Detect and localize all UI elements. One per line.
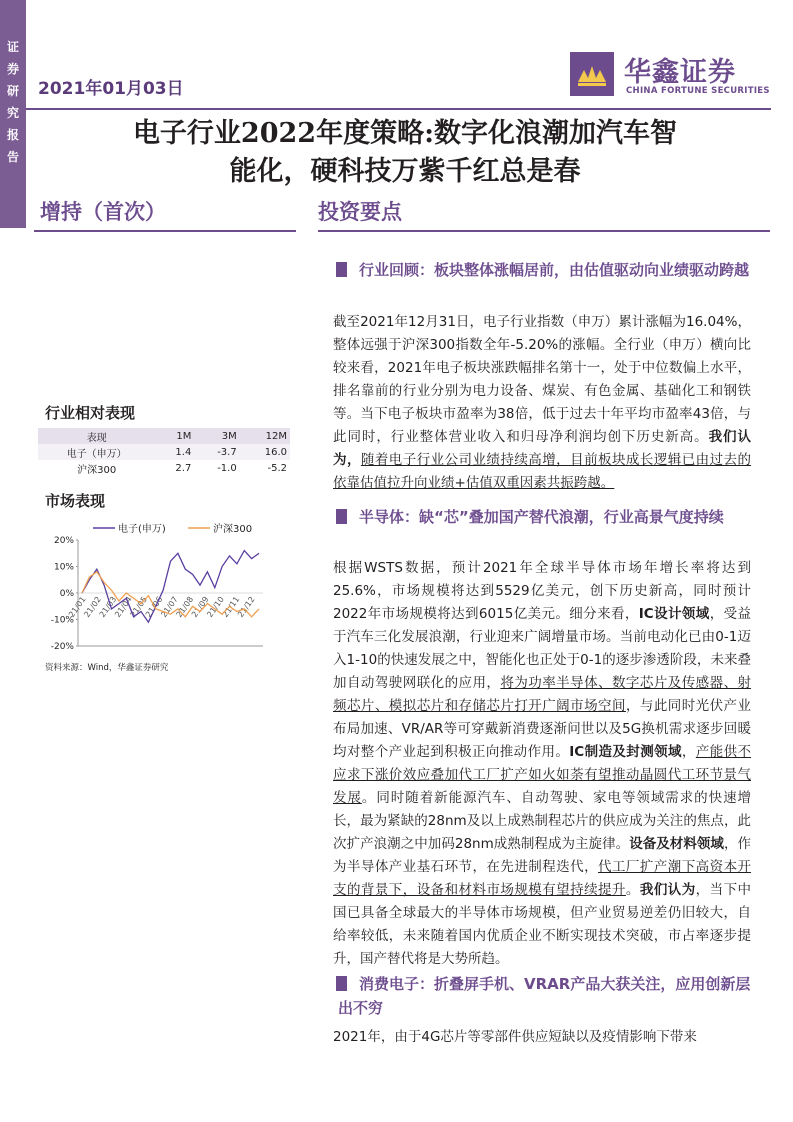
para-text: 。同时随着新能源汽车、自动驾驶、家电等领域需求的快速增长，最为紧缺的28nm及以上成熟制程芯片的供应成为关注的焦点，此次扩产浪潮之中加码28nm成熟制程成为主旋律。 [333, 790, 752, 852]
x-tick-label: 21/09 [189, 594, 211, 620]
side-strip [0, 0, 26, 228]
x-tick-label: 21/07 [159, 594, 180, 620]
para-bold: IC制造及封测领域 [569, 744, 682, 760]
table-cell: 16.0 [240, 444, 290, 460]
y-tick-label: 10% [53, 562, 74, 573]
chart-source: 资料来源：Wind，华鑫证券研究 [45, 663, 169, 673]
logo-icon [570, 52, 614, 96]
company-logo [570, 50, 770, 102]
title-line-1: 电子行业2022年度策略:数字化浪潮加汽车智 [132, 118, 678, 149]
table-header-cell: 12M [240, 428, 290, 444]
x-tick-label: 21/08 [174, 594, 196, 620]
right-divider [318, 230, 770, 232]
performance-table [38, 428, 290, 476]
section-title: 投资要点 [318, 200, 402, 224]
table-header-cell: 表现 [38, 428, 155, 444]
chart-svg [38, 512, 278, 658]
x-tick-label: 21/11 [220, 594, 242, 620]
para-underline: 随着电子行业公司业绩持续高增，目前板块成长逻辑已由过去的依靠估值拉升向业绩+估值双重因素共振跨越。 [333, 452, 752, 491]
x-tick-label: 21/03 [97, 594, 119, 620]
para-bold: 我们认为 [639, 882, 696, 898]
table-cell: 2.7 [155, 460, 194, 476]
heading-industry-review [338, 258, 753, 282]
para-text: ，当下中国已具备全球最大的半导体市场规模，但产业贸易逆差仍旧较大，自给率较低，未来随着国内优质企业不断实现技术突破，市占率逐步提升，国产替代将是大势所趋。 [333, 882, 752, 967]
table-header-row [38, 428, 290, 444]
logo-english: CHINA FORTUNE SECURITIES [626, 86, 770, 96]
table-cell: 电子（申万） [38, 444, 155, 460]
legend-label: 沪深300 [213, 524, 253, 535]
para-text: 截至2021年12月31日，电子行业指数（申万）累计涨幅为16.04%，整体远强于沪深300指数全年-5.20%的涨幅。全行业（申万）横向比较来看，2021年电子板块涨跌幅排名第十一，处于中位数偏上水平，排名靠前的行业分别为电力设备、煤炭、有色金属、基础化工和钢铁等。当下电子板块市盈率为38倍，低于过去十年平均市盈率43倍，与此同时，行业整体营业收入和归母净利润均创下历史新高。 [333, 314, 751, 445]
x-tick-label: 21/02 [82, 594, 104, 620]
table-cell: 1.4 [155, 444, 194, 460]
para-bold: 我们认为， [333, 429, 752, 468]
legend-label: 电子(申万) [118, 524, 166, 535]
para-bold: IC设计领域 [638, 606, 710, 622]
x-tick-label: 21/06 [143, 594, 165, 620]
heading-text: 半导体：缺“芯”叠加国产替代浪潮，行业高景气度持续 [359, 508, 724, 526]
para-text: ，受益于汽车三化发展浪潮，行业迎来广阔增量市场。当前电动化已由0-1迈入1-10的快速发展之中，智能化也正处于0-1的逐步渗透阶段，未来叠加自动驾驶网联化的应用， [333, 606, 751, 691]
para-text: 2021年，由于4G芯片等零部件供应短缺以及疫情影响下带来 [333, 1029, 697, 1045]
bullet-square-icon [336, 976, 347, 991]
sidebar-label: 证 券 研 究 报 告 [6, 40, 19, 164]
heading-text: 消费电子：折叠屏手机、VRAR产品大获关注，应用创新层出不穷 [338, 975, 751, 1017]
paragraph-industry-review [333, 311, 751, 495]
table-row [38, 444, 290, 460]
header-divider [26, 108, 771, 110]
bullet-square-icon [336, 509, 347, 524]
paragraph-semiconductor [333, 557, 751, 971]
x-tick-label: 21/01 [67, 594, 88, 620]
heading-semiconductor [338, 505, 753, 529]
y-tick-label: -20% [50, 642, 74, 652]
table-row [38, 460, 290, 476]
report-title [40, 115, 770, 191]
table-cell: -3.7 [194, 444, 239, 460]
x-tick-label: 21/10 [205, 594, 226, 620]
logo-chinese: 华鑫证券 [624, 57, 736, 88]
market-perf-title: 市场表现 [45, 492, 106, 510]
para-text: ，与此同时光伏产业布局加速、VR/AR等可穿戴新消费逐渐问世以及5G换机需求逐步回暖均对整个产业起到积极正向推动作用。 [333, 698, 752, 760]
para-underline: 代工厂扩产潮下高资本开支的背景下，设备和材料市场规模有望持续提升 [333, 859, 752, 898]
para-underline: 产能供不应求下涨价效应叠加代工厂扩产如火如荼有望推动晶圆代工环节景气发展 [333, 744, 752, 806]
x-tick-label: 21/12 [236, 594, 257, 620]
rating: 增持（首次） [40, 200, 166, 224]
y-tick-label: -10% [50, 615, 74, 626]
para-text: ，作为半导体产业基石环节，在先进制程迭代， [333, 836, 752, 875]
table-cell: -1.0 [194, 460, 239, 476]
y-tick-label: 20% [53, 536, 74, 546]
report-date: 2021年01月03日 [38, 79, 184, 99]
table-header-cell: 1M [155, 428, 194, 444]
para-bold: 设备及材料领域 [629, 836, 724, 852]
title-line-2: 能化，硬科技万紫千红总是春 [229, 156, 581, 187]
heading-consumer-electronics [338, 972, 753, 1020]
para-underline: 将为功率半导体、数字芯片及传感器、射频芯片、模拟芯片和存储芯片打开广阔市场空间 [333, 675, 752, 714]
table-cell: 沪深300 [38, 460, 155, 476]
relative-perf-title: 行业相对表现 [45, 404, 136, 422]
left-divider [34, 230, 296, 232]
paragraph-consumer-electronics [333, 1026, 751, 1049]
heading-text: 行业回顾：板块整体涨幅居前，由估值驱动向业绩驱动跨越 [359, 261, 750, 279]
x-tick-label: 21/04 [113, 594, 134, 620]
para-text: 。 [625, 882, 640, 898]
table-header-cell: 3M [194, 428, 239, 444]
para-text: 根据WSTS数据，预计2021年全球半导体市场年增长率将达到25.6%，市场规模将达到5529亿美元，创下历史新高，同时预计2022年市场规模将达到6015亿美元。细分来看， [333, 560, 751, 622]
table-cell: -5.2 [240, 460, 290, 476]
bullet-square-icon [336, 262, 347, 277]
y-tick-label: 0% [59, 589, 74, 599]
market-chart [38, 512, 278, 658]
para-text: ， [681, 744, 696, 760]
x-tick-label: 21/05 [128, 594, 150, 620]
